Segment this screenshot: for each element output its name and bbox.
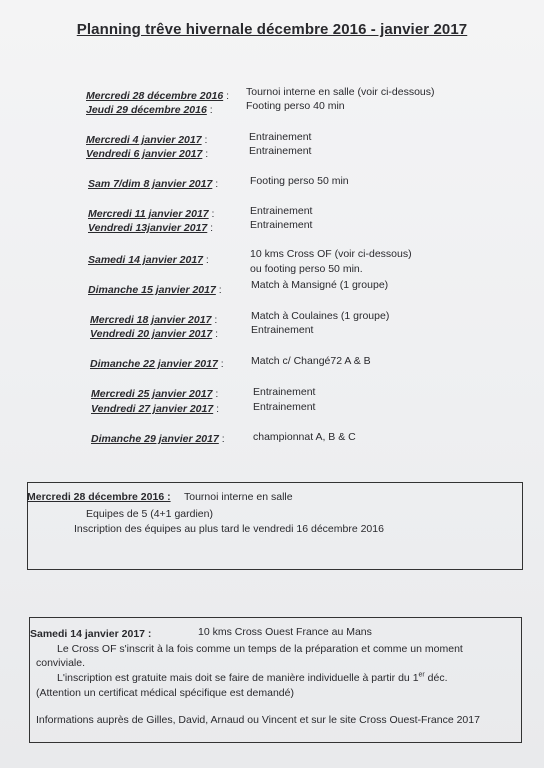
schedule-date: Vendredi 27 janvier 2017 : — [91, 403, 220, 415]
box-date-line: Samedi 14 janvier 2017 : — [30, 628, 152, 640]
box-line: Informations auprès de Gilles, David, Arnaud ou Vincent et sur le site Cross Ouest-France 2017 — [36, 714, 480, 726]
schedule-activity: Tournoi interne en salle (voir ci-dessous) — [246, 86, 435, 98]
box-date-line: Mercredi 28 décembre 2016 : — [27, 491, 171, 503]
schedule-activity: Entrainement — [250, 205, 313, 217]
schedule-date: Mercredi 28 décembre 2016 : — [86, 90, 230, 102]
schedule-activity: Match à Mansigné (1 groupe) — [251, 279, 389, 291]
schedule-activity: championnat A, B & C — [253, 431, 356, 443]
schedule-date: Vendredi 6 janvier 2017 : — [86, 148, 209, 160]
schedule-activity: 10 kms Cross OF (voir ci-dessous) — [250, 248, 412, 260]
box-line: (Attention un certificat médical spécifique est demandé) — [36, 687, 294, 699]
schedule-activity: Match à Coulaines (1 groupe) — [251, 310, 390, 322]
schedule-date: Dimanche 22 janvier 2017 : — [90, 358, 224, 370]
schedule-date: Dimanche 15 janvier 2017 : — [88, 284, 222, 296]
schedule-date: Mercredi 4 janvier 2017 : — [86, 134, 208, 146]
box-line: conviviale. — [36, 657, 86, 669]
schedule-activity: Entrainement — [251, 324, 314, 336]
schedule-activity-extra: ou footing perso 50 min. — [250, 263, 363, 275]
schedule-activity: Entrainement — [249, 131, 312, 143]
schedule-date: Mercredi 25 janvier 2017 : — [91, 388, 219, 400]
box-line: Le Cross OF s'inscrit à la fois comme un temps de la préparation et comme un moment — [57, 643, 463, 655]
schedule-activity: Match c/ Changé72 A & B — [251, 355, 371, 367]
schedule-date: Mercredi 11 janvier 2017 : — [88, 208, 215, 220]
cross-info-box — [29, 617, 522, 743]
schedule-activity: Entrainement — [250, 219, 313, 231]
schedule-activity: Entrainement — [253, 386, 316, 398]
schedule-date: Samedi 14 janvier 2017 : — [88, 254, 209, 266]
page-title: Planning trêve hivernale décembre 2016 - janvier 2017 — [76, 21, 468, 38]
schedule-date: Dimanche 29 janvier 2017 : — [91, 433, 225, 445]
box-line: Equipes de 5 (4+1 gardien) — [86, 508, 213, 520]
schedule-activity: Footing perso 50 min — [250, 175, 349, 187]
box-heading: 10 kms Cross Ouest France au Mans — [198, 626, 372, 638]
schedule-date: Vendredi 20 janvier 2017 : — [90, 328, 219, 340]
schedule-activity: Footing perso 40 min — [246, 100, 345, 112]
schedule-date: Sam 7/dim 8 janvier 2017 : — [88, 178, 219, 190]
schedule-date: Vendredi 13janvier 2017 : — [88, 222, 214, 234]
tournoi-info-box — [27, 482, 523, 570]
schedule-date: Jeudi 29 décembre 2016 : — [86, 104, 213, 116]
schedule-activity: Entrainement — [253, 401, 316, 413]
box-heading: Tournoi interne en salle — [184, 491, 293, 503]
box-line: L'inscription est gratuite mais doit se faire de manière individuelle à partir du 1er déc. — [57, 671, 448, 684]
schedule-activity: Entrainement — [249, 145, 312, 157]
schedule-date: Mercredi 18 janvier 2017 : — [90, 314, 218, 326]
box-line: Inscription des équipes au plus tard le vendredi 16 décembre 2016 — [74, 523, 384, 535]
